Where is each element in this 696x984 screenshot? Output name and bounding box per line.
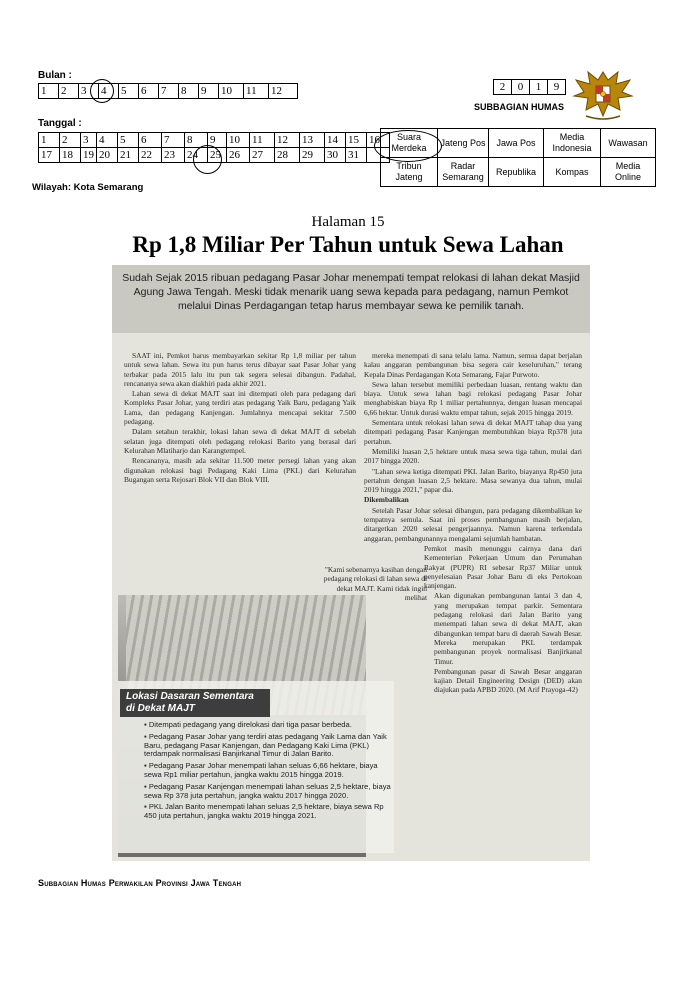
- footer-label: Subbagian Humas Perwakilan Provinsi Jawa Tengah: [38, 878, 242, 888]
- bulan-label: Bulan :: [38, 70, 72, 81]
- tanggal-cell: 19: [81, 148, 97, 163]
- paragraph: Lahan sewa di dekat MAJT saat ini ditempati oleh para pedagang dari Kompleks Pasar Johar, yang terdiri atas pedagang Yaik Baru, pedagang Yaik Lama, dan pedagang Kanjengan. Jumlahnya mencapai sekitar 7.500 pedagang.: [124, 389, 356, 427]
- tanggal-cell: 18: [60, 148, 81, 163]
- tanggal-cell: 27: [250, 148, 275, 163]
- tanggal-cell: 14: [325, 133, 346, 148]
- paragraph: Memiliki luasan 2,5 hektare untuk masa sewa tiga tahun, mulai dari 2017 hingga 2020.: [364, 446, 582, 466]
- tanggal-cell: 1: [39, 133, 60, 148]
- bulan-cell: 4: [99, 84, 119, 99]
- tanggal-cell: 3: [81, 133, 97, 148]
- tanggal-cell: 21: [118, 148, 139, 163]
- newspaper-clipping: [112, 265, 590, 861]
- article-column-1: [124, 351, 356, 485]
- media-cell: Kompas: [544, 158, 601, 187]
- bullet-item: ▪ PKL Jalan Barito menempati lahan seluas 2,5 hektare, biaya sewa Rp 450 juta pertahun, jangka waktu 2019 hingga 2021.: [144, 802, 384, 821]
- tanggal-cell: 4: [97, 133, 118, 148]
- paragraph: mereka menempati di sana telalu lama. Namun, semua dapat berjalan kalau anggaran pembangunan bisa segera cair keseluruhan," terang Kepala Dinas Perdagangan Kota Semarang, Fajar Purwoto.: [364, 351, 582, 379]
- tanggal-cell: 12: [275, 133, 300, 148]
- media-cell: Media Online: [601, 158, 656, 187]
- tanggal-label: Tanggal :: [38, 118, 82, 129]
- tanggal-cell: 20: [97, 148, 118, 163]
- quote-text: "Kami sebenarnya kasihan dengan pedagang relokasi di lahan sewa di dekat MAJT. Kami tidak ingin melihat: [323, 565, 427, 602]
- tanggal-cell: 22: [139, 148, 162, 163]
- paragraph: Setelah Pasar Johar selesai dibangun, para pedagang dikembalikan ke tempatnya semula. Saat ini proses pembangunan masih berjalan, ditargetkan 2020 selesai pengerjaannya. Namun karena terkendala anggaran, pembangunannya mengalami sejumlah hambatan.: [364, 505, 582, 543]
- bullet-item: ▪ Ditempati pedagang yang direlokasi dari tiga pasar berbeda.: [144, 720, 352, 729]
- paragraph: SAAT ini, Pemkot harus membayarkan sekitar Rp 1,8 miliar per tahun untuk sewa lahan. Sewa itu pun harus terus dibayar saat Pasar Johar yang terbakar pada 2015 lalu itu pun tak segera selesai dibangun. Padahal, rencananya sewa akan diakhiri pada akhir 2021.: [124, 351, 356, 388]
- bulan-cell: 12: [269, 84, 298, 99]
- tanggal-cell: 11: [250, 133, 275, 148]
- bulan-grid: [38, 83, 298, 99]
- bullet-item: ▪ Pedagang Pasar Johar menempati lahan seluas 6,66 hektare, biaya sewa Rp1 miliar pertahun, jangka waktu 2015 hingga 2019.: [144, 761, 378, 779]
- article-column-2: [364, 351, 582, 696]
- tanggal-cell: 6: [139, 133, 162, 148]
- media-cell: Media Indonesia: [544, 129, 601, 158]
- media-cell: Tribun Jateng: [381, 158, 438, 187]
- tanggal-cell: 15: [346, 133, 367, 148]
- wilayah-label: Wilayah: Kota Semarang: [32, 182, 144, 193]
- info-bullets: [144, 721, 394, 824]
- selected-date-circle: [193, 145, 222, 174]
- tanggal-cell: 26: [227, 148, 250, 163]
- tanggal-cell: 2: [60, 133, 81, 148]
- article-title: Rp 1,8 Miliar Per Tahun untuk Sewa Lahan: [132, 232, 564, 257]
- subbagian-label: SUBBAGIAN HUMAS: [474, 102, 564, 112]
- media-cell: Suara Merdeka: [381, 129, 438, 158]
- media-cell: Republika: [489, 158, 544, 187]
- bulan-cell: 8: [179, 84, 199, 99]
- tanggal-cell: 13: [300, 133, 325, 148]
- paragraph: Sementara untuk relokasi lahan sewa di dekat MAJT tahap dua yang ditempati pedagang Pasar Kanjengan membutuhkan biaya Rp378 juta pertahun.: [364, 418, 582, 446]
- bulan-cell: 7: [159, 84, 179, 99]
- tanggal-cell: 30: [325, 148, 346, 163]
- tahun-digit: 2: [494, 80, 512, 95]
- bulan-cell: 2: [59, 84, 79, 99]
- tanggal-cell: 10: [227, 133, 250, 148]
- bulan-cell: 6: [139, 84, 159, 99]
- tanggal-cell: 29: [300, 148, 325, 163]
- page-number: Halaman 15: [311, 214, 385, 230]
- bulan-cell: 9: [199, 84, 219, 99]
- tanggal-cell: 28: [275, 148, 300, 163]
- bullet-item: ▪ Pedagang Pasar Johar yang terdiri atas pedagang Yaik Lama dan Yaik Baru, pedagang Pasar Kanjengan, dan Pedagang Kaki Lima (PKL) terdampak normalisasi Banjirkanal Timur di Jalan Barito.: [144, 731, 387, 759]
- subhead: Dikembalikan: [364, 495, 409, 505]
- selected-month-circle: [90, 79, 114, 103]
- tahun-digit: 1: [530, 80, 548, 95]
- bulan-cell: 10: [219, 84, 244, 99]
- media-cell: Radar Semarang: [438, 158, 489, 187]
- info-box-title: Lokasi Dasaran Sementara di Dekat MAJT: [120, 689, 270, 717]
- bullet-item: ▪ Pedagang Pasar Kanjengan menempati lahan seluas 2,5 hektare, biaya sewa Rp 378 juta pertahun, jangka waktu 2017 hingga 2020.: [144, 781, 391, 800]
- selected-media-circle: [374, 130, 442, 162]
- tahun-grid: [493, 79, 566, 95]
- tanggal-cell: 7: [162, 133, 185, 148]
- tanggal-cell: 17: [39, 148, 60, 163]
- garuda-logo: [572, 66, 634, 122]
- tanggal-cell: 25: [208, 148, 227, 163]
- tanggal-cell: 24: [185, 148, 208, 163]
- bulan-cell: 5: [119, 84, 139, 99]
- tahun-digit: 9: [548, 80, 566, 95]
- paragraph: Dalam setahun terakhir, lokasi lahan sewa di dekat MAJT di sebelah selatan juga ditempati oleh pedagang relokasi Barito yang berasal dari Kelurahan Mlatiharjo dan Karangtempel.: [124, 427, 356, 455]
- media-cell: Jawa Pos: [489, 129, 544, 158]
- tanggal-cell: 9: [208, 133, 227, 148]
- paragraph: Akan digunakan pembangunan lantai 3 dan 4, yang merupakan tempat parkir. Sementara pedagang relokasi dari Jalan Barito yang menempati lahan sewa di dekat MAJT, akan dibangunkan tempat baru di daerah Sawah Besar. Mereka merupakan PKL terdampak pembangunan proyek normalisasi Banjirkanal Timur.: [434, 591, 582, 666]
- tanggal-cell: 5: [118, 133, 139, 148]
- tanggal-cell: 31: [346, 148, 367, 163]
- lead-box: [112, 265, 590, 333]
- media-cell: Wawasan: [601, 129, 656, 158]
- lead-text: Sudah Sejak 2015 ribuan pedagang Pasar Johar menempati tempat relokasi di lahan dekat Masjid Agung Jawa Tengah. Meski tidak menarik uang sewa kepada para pedagang, namun Pemkot melalui Dinas Perdagangan tetap harus membayar sewa ke pemilik tanah.: [122, 272, 580, 312]
- media-cell: Jateng Pos: [438, 129, 489, 158]
- tahun-digit: 0: [512, 80, 530, 95]
- paragraph: Sewa lahan tersebut memiliki perbedaan luasan, rentang waktu dan biaya. Untuk sewa lahan bagi relokasi pedagang Pasar Johar menghabiskan biaya Rp 1 miliar pertahunnya, dengan luasan mencapai 6,66 hektar. Untuk durasi waktu empat tahun, sejak 2015 hingga 2019.: [364, 379, 582, 417]
- paragraph: Rencananya, masih ada sekitar 11.500 meter persegi lahan yang akan digunakan relokasi bagi Pedagang Kaki Lima (PKL) dari Kelurahan Bugangan serta Rejosari Blok VII dan Blok VIII.: [124, 456, 356, 484]
- tanggal-cell: 23: [162, 148, 185, 163]
- tanggal-cell: 16: [367, 133, 390, 148]
- tanggal-cell: 8: [185, 133, 208, 148]
- bulan-cell: 1: [39, 84, 59, 99]
- bulan-cell: 3: [79, 84, 99, 99]
- bulan-cell: 11: [244, 84, 269, 99]
- paragraph: Pemkot masih menunggu cairnya dana dari Kementerian Pekerjaan Umum dan Perumahan Rakyat (PUPR) RI sebesar Rp37 Miliar untuk penyelesaian Pasar Johar Baru di eks Pertokoan kanjengan.: [424, 543, 582, 591]
- paragraph: Pembangunan pasar di Sawah Besar anggaran kajian Detail Engineering Design (DED) akan diajukan pada APBD 2020. (M Arif Prayoga-42): [434, 666, 582, 695]
- paragraph: "Lahan sewa ketiga ditempati PKL Jalan Barito, biayanya Rp450 juta pertahun dengan luasan 2,5 hektare. Masa sewanya dua tahun, mulai 2019 hingga 2021," papar dia.: [364, 466, 582, 495]
